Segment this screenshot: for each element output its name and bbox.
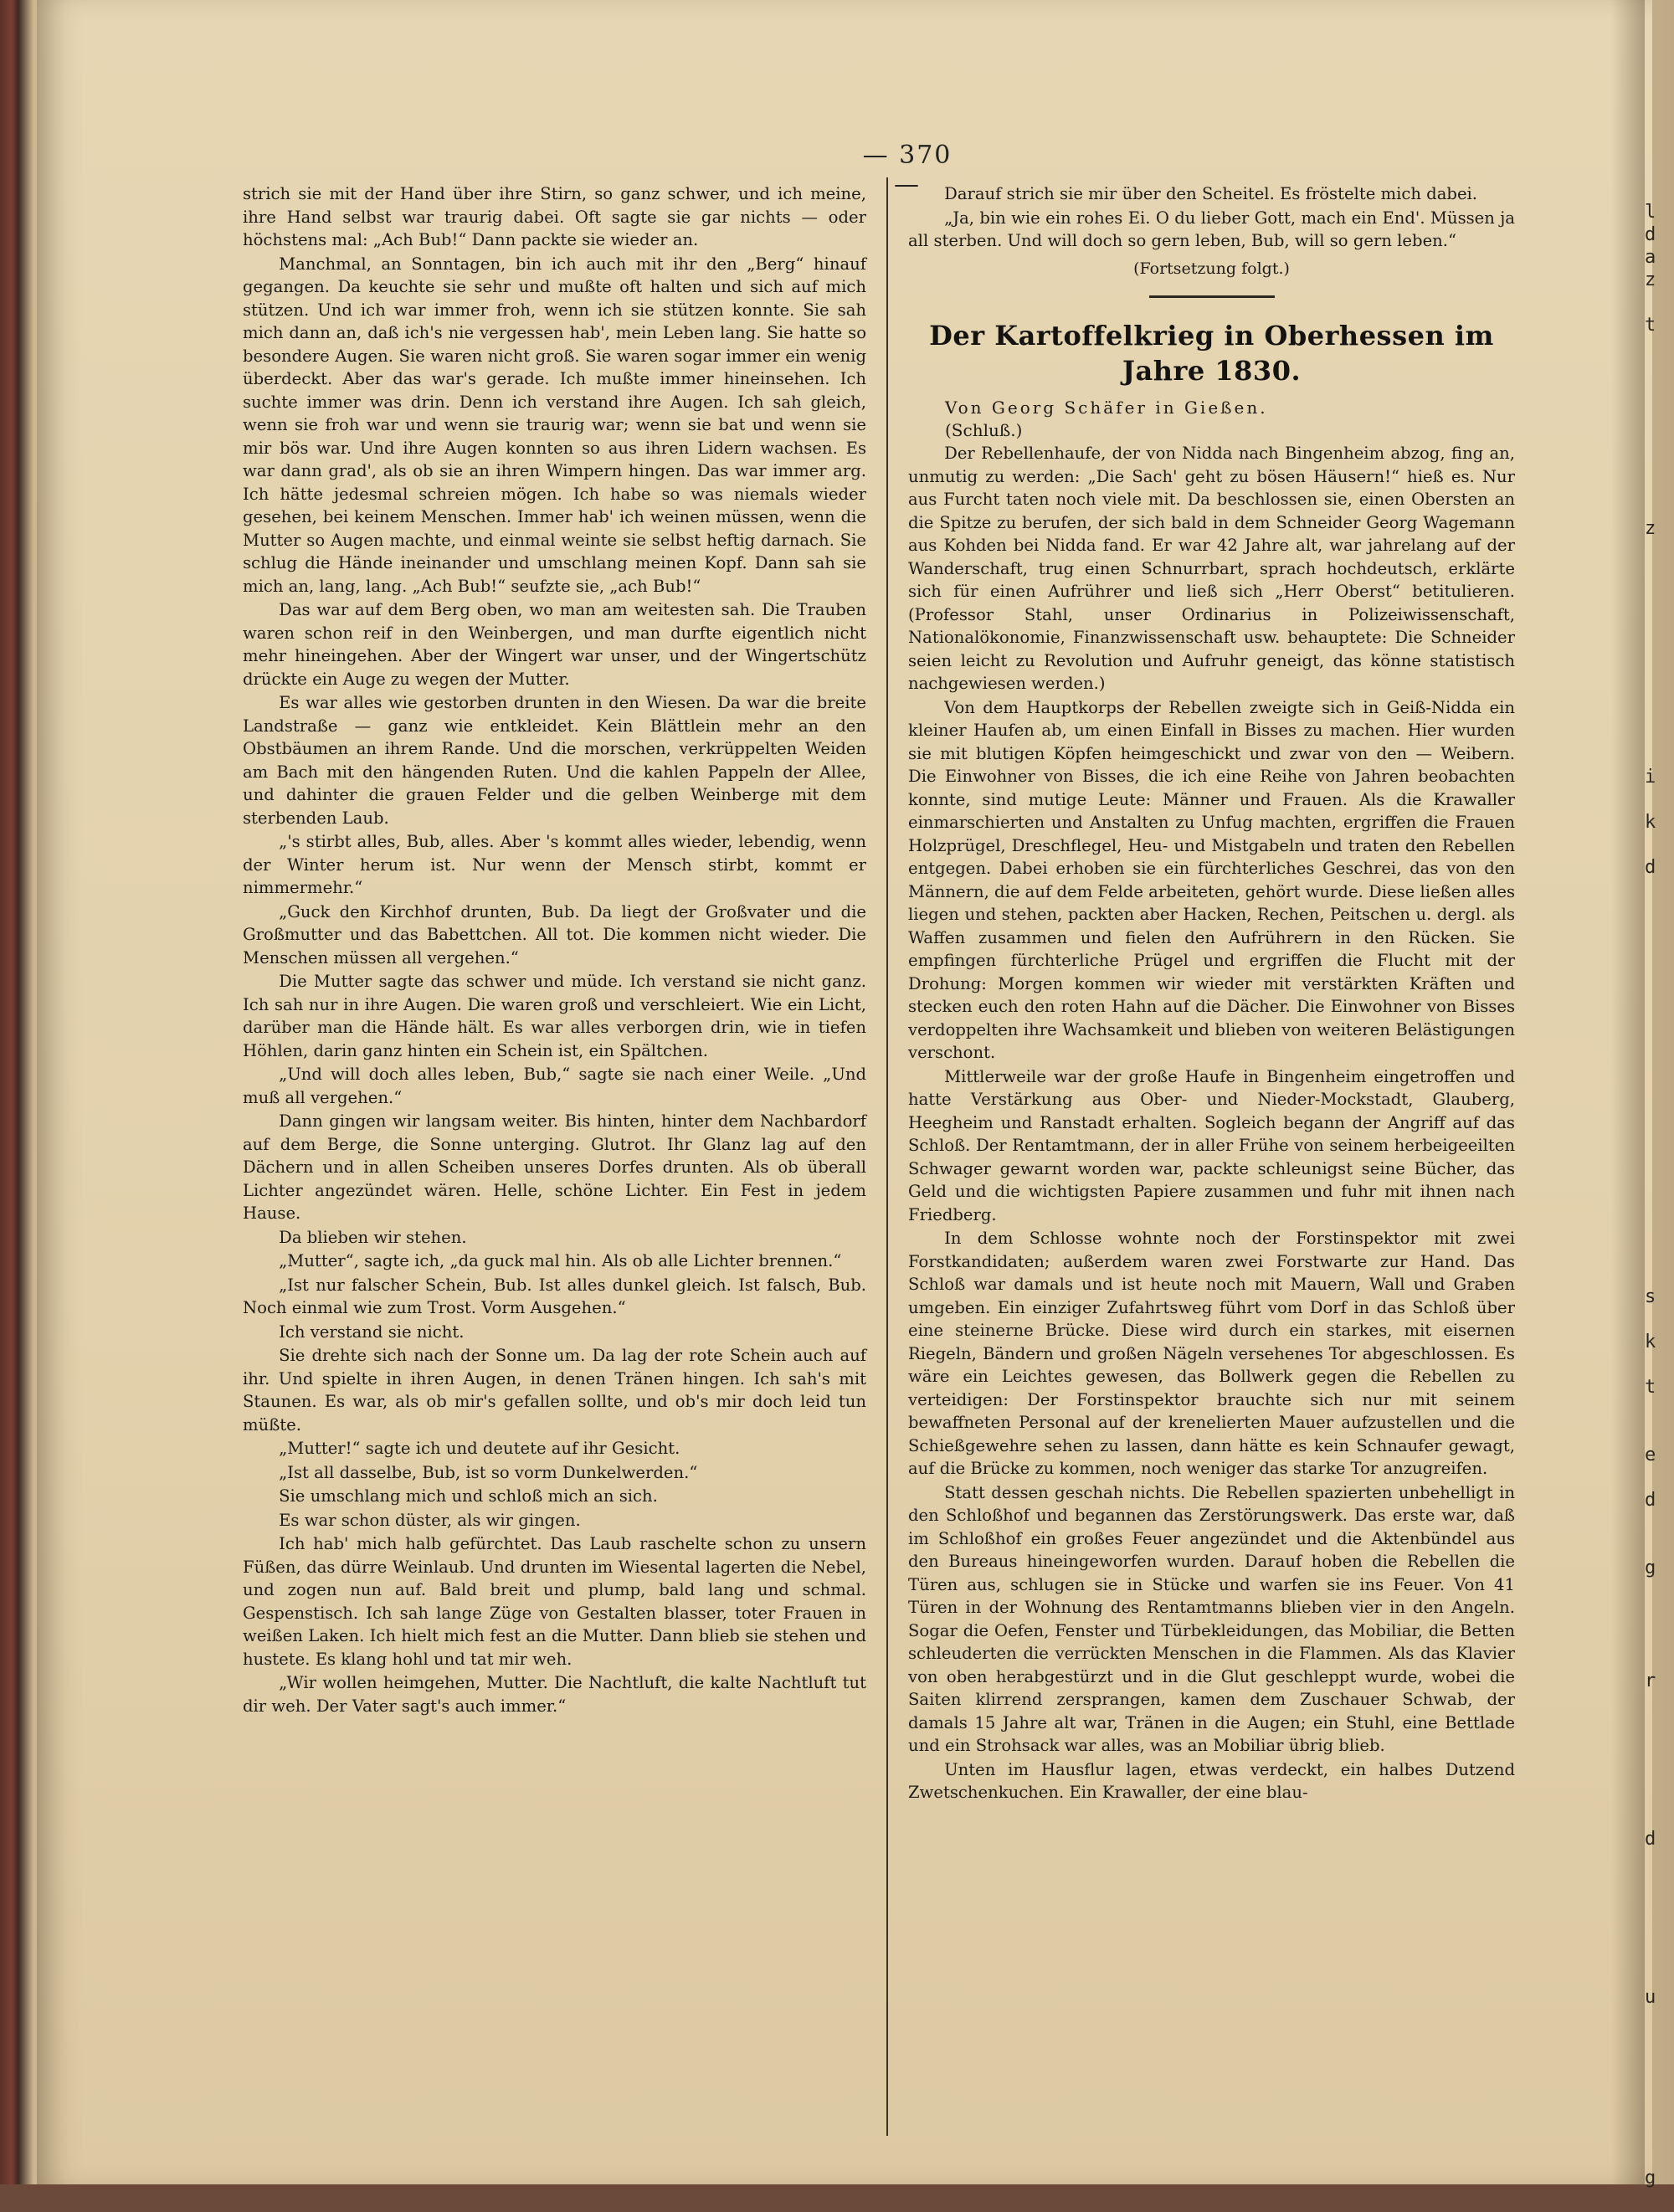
paragraph: Dann gingen wir langsam weiter. Bis hinten, hinter dem Nachbardorf auf dem Berge, die Sonne unterging. Glutrot. Ihr Glanz lag auf den Dächern und in allen Scheiben unseres Dorfes drunten. Als ob überall Lichter angezündet wären. Helle, schöne Lichter. Ein Fest in jedem Hause. xyxy=(243,1111,866,1223)
adjacent-page-letter: t xyxy=(1645,1377,1656,1398)
article-paragraph: Von dem Hauptkorps der Rebellen zweigte sich in Geiß-Nidda ein kleiner Haufen ab, um einen Einfall in Bisses zu machen. Hier wurden sie mit blutigen Köpfen heimgeschickt und zwar von den — Weibern. Die Einwohner von Bisses, die ich eine Reihe von Jahren beobachten konnte, sind mutige Leute: Männer und Frauen. Als die Krawaller einmarschierten und Anstalten zu Unfug machten, ergriffen die Frauen Holzprügel, Dreschflegel, Heu- und Mistgabeln und traten den Rebellen entgegen. Dabei erhoben sie ein fürchterliches Geschrei, das von den Männern, die auf dem Felde arbeiteten, gehört wurde. Diese ließen alles liegen und stehen, packten aber Hacken, Rechen, Peitschen u. dergl. als Waffen zusammen und fielen den Aufrührern in den Rücken. Sie empfingen fürchterliche Prügel und ergriffen die Flucht mit der Drohung: Morgen kommen wir wieder mit verstärkten Kräften und stecken euch den roten Hahn auf die Dächer. Die Einwohner von Bisses verdoppelten ihre Wachsamkeit und blieben von weiteren Belästigungen verschont. xyxy=(908,697,1515,1062)
adjacent-page-letter xyxy=(1645,1105,1670,1127)
adjacent-page-letter xyxy=(1645,1308,1670,1331)
paragraph: „Mutter!“ sagte ich und deutete auf ihr Gesicht. xyxy=(279,1439,680,1458)
paragraph: „Guck den Kirchhof drunten, Bub. Da liegt der Großvater und die Großmutter und das Babettchen. All tot. Die kommen nicht wieder. Die Menschen müssen all vergehen.“ xyxy=(243,901,866,967)
adjacent-page-letter xyxy=(1645,1647,1670,1670)
paragraph: „Ist all dasselbe, Bub, ist so vorm Dunkelwerden.“ xyxy=(279,1462,698,1482)
adjacent-page-letter xyxy=(1645,1014,1670,1037)
adjacent-page-letter: z xyxy=(1645,518,1656,539)
adjacent-page-letter xyxy=(1645,788,1670,811)
article-paragraph: Statt dessen geschah nichts. Die Rebellen spazierten unbehelligt in den Schloßhof und begannen das Zerstörungswerk. Das erste war, daß im Schloßhof ein großes Feuer angezündet und die Aktenbündel aus den Bureaus hineingeworfen wurden. Darauf hoben die Rebellen die Türen aus, schlugen sie in Stücke und warfen sie ins Feuer. Von 41 Türen in der Wohnung des Rentamtmanns blieben vier in den Angeln. Sogar die Oefen, Fenster und Türbekleidungen, das Mobiliar, die Betten schleuderten die verrückten Menschen in die Flammen. Als das Klavier von oben herabgestürzt und in die Glut geschleppt wurde, wobei die Saiten klirrend zersprangen, kamen dem Zuschauer Schwab, der damals 15 Jahre alt war, Tränen in die Augen; ein Stuhl, eine Bettlade und ein Strohsack war alles, was an Mobiliar übrig blieb. xyxy=(908,1482,1515,1755)
adjacent-page-letter xyxy=(1645,359,1670,382)
adjacent-page-letter xyxy=(1645,1127,1670,1150)
adjacent-page-letter xyxy=(1645,1195,1670,1218)
article-paragraph: Mittlerweile war der große Haufe in Bingenheim eingetroffen und hatte Verstärkung aus Ober- und Nieder-Mockstadt, Glauberg, Heegheim und Ranstadt erhalten. Sogleich begann der Angriff auf das Schloß. Der Rentamtmann, der in aller Frühe von seinem herbeigeeilten Schwager gewarnt worden war, packte schleunigst seine Bücher, das Geld und die wichtigsten Papiere zusammen und fuhr mit ihnen nach Friedberg. xyxy=(908,1066,1515,1224)
adjacent-page-letter xyxy=(1645,1805,1670,1828)
adjacent-page-letter: s xyxy=(1645,1286,1656,1307)
adjacent-page-edge xyxy=(1645,201,1670,2189)
adjacent-page-letter xyxy=(1645,495,1670,517)
adjacent-page-letter xyxy=(1645,1918,1670,1941)
adjacent-page-letter xyxy=(1645,698,1670,721)
adjacent-page-letter: g xyxy=(1645,1558,1656,1578)
adjacent-page-letter xyxy=(1645,2009,1670,2031)
adjacent-page-letter xyxy=(1645,834,1670,856)
adjacent-page-letter xyxy=(1645,2054,1670,2076)
article-paragraph: Der Rebellenhaufe, der von Nidda nach Bingenheim abzog, fing an, unmutig zu werden: „Die Sach' geht zu bösen Häusern!“ hieß es. Nur aus Furcht taten noch viele mit. Da beschlossen sie, einen Obersten an die Spitze zu berufen, der sich bald in dem Schneider Georg Wagemann aus Kohden bei Nidda fand. Er war 42 Jahre alt, war jahrelang auf der Wanderschaft, trug einen Schnurrbart, sprach hochdeutsch, erklärte sich für einen Aufrührer und ließ sich „Herr Oberst“ betitulieren. (Professor Stahl, unser Ordinarius in Polizeiwissenschaft, Nationalökonomie, Finanzwissenschaft usw. behauptete: Die Schneider seien leicht zu Revolution und Aufruhr geneigt, das könne statistisch nachgewiesen werden.) xyxy=(908,444,1515,693)
adjacent-page-letter xyxy=(1645,630,1670,653)
adjacent-page-letter xyxy=(1645,721,1670,743)
article-title: Der Kartoffelkrieg in Oberhessen im Jahre 1830. xyxy=(929,320,1494,387)
adjacent-page-letter xyxy=(1645,1534,1670,1557)
adjacent-page-letter xyxy=(1645,653,1670,675)
adjacent-page-letter xyxy=(1645,1760,1670,1783)
adjacent-page-letter xyxy=(1645,1624,1670,1647)
adjacent-page-letter xyxy=(1645,1240,1670,1263)
adjacent-page-letter xyxy=(1645,1218,1670,1240)
adjacent-page-letter xyxy=(1645,1850,1670,1873)
paragraph: Das war auf dem Berg oben, wo man am weitesten sah. Die Trauben waren schon reif in den Weinbergen, und man durfte eigentlich nicht mehr hineingehen. Aber der Wingert war unser, und der Wingertschütz drückte ein Auge zu wegen der Mutter. xyxy=(243,600,866,689)
paragraph: Ich hab' mich halb gefürchtet. Das Laub raschelte schon zu unsern Füßen, das dürre Weinlaub. Und drunten im Wiesental lagerten die Nebel, und zogen nun auf. Bald breit und plump, bald lang und schmal. Gespenstisch. Ich sah lange Züge von Gestalten blasser, toter Frauen in weißen Laken. Ich hielt mich fest an die Mutter. Dann blieb sie stehen und hustete. Es klang hohl und tat mir weh. xyxy=(243,1534,866,1669)
adjacent-page-letter: d xyxy=(1645,857,1656,878)
adjacent-page-letter: d xyxy=(1645,1490,1656,1511)
adjacent-page-letter xyxy=(1645,472,1670,495)
adjacent-page-letter xyxy=(1645,2031,1670,2054)
paragraph: „Wir wollen heimgehen, Mutter. Die Nachtluft, die kalte Nachtluft tut dir weh. Der Vater sagt's auch immer.“ xyxy=(243,1673,866,1716)
adjacent-page-letter xyxy=(1645,1263,1670,1286)
adjacent-page-letter: l xyxy=(1645,202,1656,223)
adjacent-page-letter xyxy=(1645,879,1670,901)
adjacent-page-letter xyxy=(1645,1783,1670,1805)
adjacent-page-letter xyxy=(1645,1173,1670,1195)
adjacent-page-letter xyxy=(1645,562,1670,585)
adjacent-page-letter xyxy=(1645,675,1670,698)
adjacent-page-letter xyxy=(1645,427,1670,449)
adjacent-page-letter xyxy=(1645,1579,1670,1602)
adjacent-page-letter xyxy=(1645,291,1670,314)
paragraph: Es war alles wie gestorben drunten in den Wiesen. Da war die breite Landstraße — ganz wie entkleidet. Kein Blättlein mehr an den Obstbäumen an ihrem Rande. Und die morschen, verkrüppelten Weiden am Bach mit den hängenden Ruten. Und die kahlen Pappeln der Allee, und dahinter die grauen Felder und die gelben Weinberge mit dem sterbenden Laub. xyxy=(243,693,866,828)
adjacent-page-letter xyxy=(1645,2144,1670,2167)
adjacent-page-letter xyxy=(1645,1421,1670,1444)
paragraph: Ich verstand sie nicht. xyxy=(279,1322,465,1342)
paragraph: Die Mutter sagte das schwer und müde. Ich verstand sie nicht ganz. Ich sah nur in ihre Augen. Die waren groß und verschleiert. Wie ein Licht, darüber man die Hände hält. Es war alles verborgen drin, wie in tiefen Höhlen, darin ganz hinten ein Schein ist, ein Spältchen. xyxy=(243,972,866,1060)
adjacent-page-letter: k xyxy=(1645,812,1656,833)
adjacent-page-letter: d xyxy=(1645,1829,1656,1850)
paragraph: „Und will doch alles leben, Bub,“ sagte sie nach einer Weile. „Und muß all vergehen.“ xyxy=(243,1065,866,1107)
adjacent-page-letter xyxy=(1645,608,1670,630)
adjacent-page-letter xyxy=(1645,1511,1670,1534)
article-paragraph: Unten im Hausflur lagen, etwas verdeckt, ein halbes Dutzend Zwetschenkuchen. Ein Krawaller, der eine blau- xyxy=(908,1759,1515,1802)
adjacent-page-letter: e xyxy=(1645,1445,1656,1465)
adjacent-page-letter xyxy=(1645,1941,1670,1963)
separator-rule xyxy=(1149,295,1275,298)
adjacent-page-letter xyxy=(1645,585,1670,608)
article-paragraph: In dem Schlosse wohnte noch der Forstinspektor mit zwei Forstkandidaten; außerdem waren zwei Forstwarte zur Hand. Das Schloß war damals und ist heute noch mit Mauern, Wall und Graben umgeben. Ein einziger Zufahrtsweg führt vom Dorf in das Schloß über eine steinerne Brücke. Diese wird durch ein starkes, mit eisernen Riegeln, Bändern und großen Nägeln versehenes Tor abgeschlossen. Es wäre ein Leichtes gewesen, das Bollwerk gegen die Rebellen zu verteidigen: Der Forstinspektor brauchte sich nur mit seinem bewaffneten Personal auf der krenelierten Mauer aufzustellen und die Schießgewehre sehen zu lassen, dann hätte es kein Schnaufer gewagt, auf die Brücke zu kommen, noch weniger das starke Tor anzugreifen. xyxy=(908,1229,1515,1478)
adjacent-page-letter xyxy=(1645,404,1670,427)
adjacent-page-letter xyxy=(1645,1353,1670,1376)
adjacent-page-letter: a xyxy=(1645,247,1656,268)
adjacent-page-letter xyxy=(1645,1963,1670,1986)
to-be-continued-note: (Fortsetzung folgt.) xyxy=(1133,259,1290,278)
adjacent-page-letter xyxy=(1645,1399,1670,1421)
article-body xyxy=(908,442,1515,1804)
adjacent-page-letter xyxy=(1645,924,1670,947)
adjacent-page-letter: t xyxy=(1645,315,1656,336)
paragraph: „Mutter“, sagte ich, „da guck mal hin. Als ob alle Lichter brennen.“ xyxy=(279,1251,842,1270)
article-part-note: (Schluß.) xyxy=(945,420,1023,440)
adjacent-page-letter xyxy=(1645,2189,1670,2212)
adjacent-page-letter xyxy=(1645,449,1670,472)
paragraph: strich sie mit der Hand über ihre Stirn, so ganz schwer, und ich meine, ihre Hand selbst war traurig dabei. Oft sagte sie gar nichts — oder höchstens mal: „Ach Bub!“ Dann packte sie wieder an. xyxy=(243,184,866,249)
column-divider xyxy=(886,177,888,2136)
left-column xyxy=(243,182,866,2137)
right-column xyxy=(908,182,1515,2137)
adjacent-page-letter xyxy=(1645,1037,1670,1060)
adjacent-page-letter xyxy=(1645,1082,1670,1105)
page-number: — 370 — xyxy=(862,141,953,199)
adjacent-page-letter xyxy=(1645,901,1670,924)
adjacent-page-letter xyxy=(1645,1737,1670,1760)
adjacent-page-letter xyxy=(1645,2122,1670,2144)
paragraph: Darauf strich sie mir über den Scheitel. Es fröstelte mich dabei. xyxy=(944,184,1478,203)
adjacent-page-letter: z xyxy=(1645,269,1656,290)
adjacent-page-letter: u xyxy=(1645,1987,1656,2008)
paragraph: „'s stirbt alles, Bub, alles. Aber 's kommt alles wieder, lebendig, wenn der Winter herum ist. Nur wenn der Mensch stirbt, kommt er nimmermehr.“ xyxy=(243,832,866,897)
story-continuation xyxy=(908,182,1515,253)
adjacent-page-letter xyxy=(1645,540,1670,562)
adjacent-page-letter xyxy=(1645,743,1670,766)
adjacent-page-letter xyxy=(1645,336,1670,359)
adjacent-page-letter xyxy=(1645,1896,1670,1918)
adjacent-page-letter xyxy=(1645,1150,1670,1173)
adjacent-page-letter xyxy=(1645,969,1670,992)
paragraph: Sie drehte sich nach der Sonne um. Da lag der rote Schein auch auf ihr. Und spielte in ihren Augen, in denen Tränen hingen. Ich sah's mit Staunen. Es war, als ob mir's gefallen sollte, und ob's mir doch leid tun müßte. xyxy=(243,1346,866,1434)
paragraph: Sie umschlang mich und schloß mich an sich. xyxy=(279,1486,658,1506)
adjacent-page-letter: i xyxy=(1645,767,1656,788)
article-byline: Von Georg Schäfer in Gießen. xyxy=(945,398,1268,418)
paragraph: Manchmal, an Sonntagen, bin ich auch mit ihr den „Berg“ hinauf gegangen. Da keuchte sie sehr und mußte oft halten und sich auf mich stützen. Und ich war immer froh, wenn ich sie stützen konnte. Sie sah mich dann an, daß ich's nie vergessen hab', mein Leben lang. Sie hatte so besondere Augen. Sie waren nicht groß. Sie waren sogar immer ein wenig überdeckt. Aber das war's gerade. Ich mußte immer hineinsehen. Ich suchte immer was drin. Denn ich verstand ihre Augen. Ich sah gleich, wenn sie froh war und wenn sie traurig war; wenn sie bat und wenn sie mir bös war. Und ihre Augen konnten so aus ihren Lidern wachsen. Es war dann grad', als ob sie an ihren Wimpern hingen. Das war immer arg. Ich hätte jedesmal schreien mögen. Ich habe so was niemals wieder gesehen, bei keinem Menschen. Immer hab' ich weinen müssen, wenn die Mutter so Augen machte, und einmal weinte sie selbst heftig darnach. Sie schlug die Hände ineinander und umschlang meinen Kopf. Dann sah sie mich an, lang, lang. „Ach Bub!“ seufzte sie, „ach Bub!“ xyxy=(243,254,866,596)
adjacent-page-letter xyxy=(1645,2099,1670,2122)
adjacent-page-letter: r xyxy=(1645,1671,1656,1691)
adjacent-page-letter xyxy=(1645,1602,1670,1624)
page-edge-shadow xyxy=(1611,0,1645,2184)
adjacent-page-letter: g xyxy=(1645,2168,1656,2189)
paragraph: Es war schon düster, als wir gingen. xyxy=(279,1510,581,1530)
adjacent-page-letter xyxy=(1645,1060,1670,1082)
adjacent-page-letter: d xyxy=(1645,224,1656,245)
adjacent-page-letter xyxy=(1645,1466,1670,1489)
adjacent-page-letter: k xyxy=(1645,1332,1656,1352)
paragraph: „Ist nur falscher Schein, Bub. Ist alles dunkel gleich. Ist falsch, Bub. Noch einmal wie zum Trost. Vorm Ausgehen.“ xyxy=(243,1275,866,1317)
adjacent-page-letter xyxy=(1645,1692,1670,1715)
adjacent-page-letter xyxy=(1645,947,1670,969)
paragraph: Da blieben wir stehen. xyxy=(279,1227,467,1247)
adjacent-page-letter xyxy=(1645,382,1670,404)
paragraph: „Ja, bin wie ein rohes Ei. O du lieber Gott, mach ein End'. Müssen ja all sterben. Und will doch so gern leben, Bub, will so gern leben.“ xyxy=(908,208,1515,250)
adjacent-page-letter xyxy=(1645,2076,1670,2099)
adjacent-page-letter xyxy=(1645,1715,1670,1737)
adjacent-page-letter xyxy=(1645,1873,1670,1896)
adjacent-page-letter xyxy=(1645,992,1670,1014)
